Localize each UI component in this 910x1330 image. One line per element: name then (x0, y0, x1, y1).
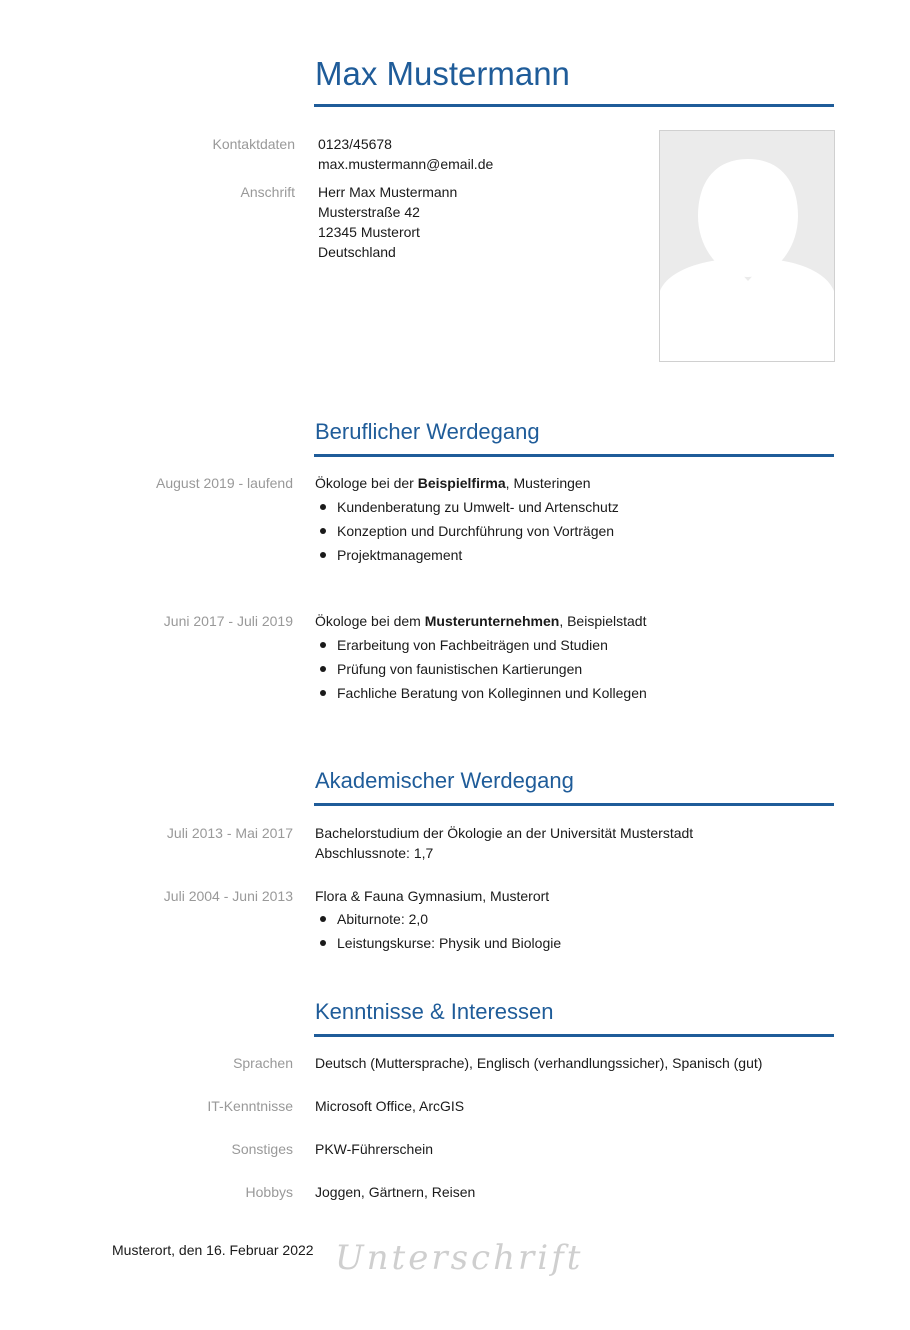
list-item: Kundenberatung zu Umwelt- und Artenschutz (315, 495, 619, 519)
career-location: , Beispielstadt (559, 613, 647, 629)
career-position (315, 473, 591, 493)
address-line: Deutschland (318, 244, 396, 260)
page-title: Max Mustermann (315, 55, 570, 92)
place-date: Musterort, den 16. Februar 2022 (112, 1242, 314, 1258)
contact-phone: 0123/45678 (318, 136, 392, 152)
address-line: 12345 Musterort (318, 224, 420, 240)
education-grade: Abschlussnote: 1,7 (315, 845, 434, 861)
section-title-skills: Kenntnisse & Interessen (315, 999, 554, 1024)
skill-label: IT-Kenntnisse (207, 1098, 293, 1114)
profile-photo (659, 130, 835, 362)
education-school: Flora & Fauna Gymnasium, Musterort (315, 888, 550, 904)
career-location: , Musteringen (505, 475, 591, 491)
skill-value: Microsoft Office, ArcGIS (315, 1098, 465, 1114)
list-item: Konzeption und Durchführung von Vorträgen (315, 519, 619, 543)
signature: Unterschrift (335, 1238, 584, 1278)
section-divider (314, 1034, 834, 1037)
list-item: Abiturnote: 2,0 (315, 907, 561, 931)
skill-label: Sprachen (233, 1055, 293, 1071)
career-task-list (315, 495, 619, 567)
career-date: August 2019 - laufend (156, 475, 293, 491)
career-role: Ökologe bei dem (315, 613, 425, 629)
education-detail-list (315, 907, 561, 955)
education-date: Juli 2013 - Mai 2017 (166, 825, 293, 841)
list-item: Fachliche Beratung von Kolleginnen und Kollegen (315, 681, 647, 705)
education-date: Juli 2004 - Juni 2013 (163, 888, 293, 904)
skill-value: Deutsch (Muttersprache), Englisch (verhandlungssicher), Spanisch (gut) (315, 1055, 763, 1071)
contact-email: max.mustermann@email.de (318, 156, 494, 172)
list-item: Projektmanagement (315, 543, 619, 567)
list-item: Prüfung von faunistischen Kartierungen (315, 657, 647, 681)
address-line: Herr Max Mustermann (318, 184, 458, 200)
section-divider (314, 454, 834, 457)
contact-label: Kontaktdaten (212, 136, 295, 152)
person-silhouette-icon (660, 131, 834, 361)
career-company: Musterunternehmen (424, 613, 560, 629)
skill-value: Joggen, Gärtnern, Reisen (315, 1184, 476, 1200)
section-title-education: Akademischer Werdegang (315, 768, 574, 793)
address-label: Anschrift (240, 184, 295, 200)
career-position (315, 611, 646, 631)
skill-label: Hobbys (245, 1184, 293, 1200)
career-role: Ökologe bei der (315, 475, 418, 491)
list-item: Leistungskurse: Physik und Biologie (315, 931, 561, 955)
section-divider (314, 803, 834, 806)
skill-value: PKW-Führerschein (315, 1141, 434, 1157)
career-task-list (315, 633, 647, 705)
address-line: Musterstraße 42 (318, 204, 420, 220)
education-degree: Bachelorstudium der Ökologie an der Universität Musterstadt (315, 825, 694, 841)
career-company: Beispielfirma (417, 475, 506, 491)
section-title-career: Beruflicher Werdegang (315, 419, 540, 444)
title-divider (314, 104, 834, 107)
skill-label: Sonstiges (231, 1141, 293, 1157)
career-date: Juni 2017 - Juli 2019 (163, 613, 293, 629)
list-item: Erarbeitung von Fachbeiträgen und Studien (315, 633, 647, 657)
